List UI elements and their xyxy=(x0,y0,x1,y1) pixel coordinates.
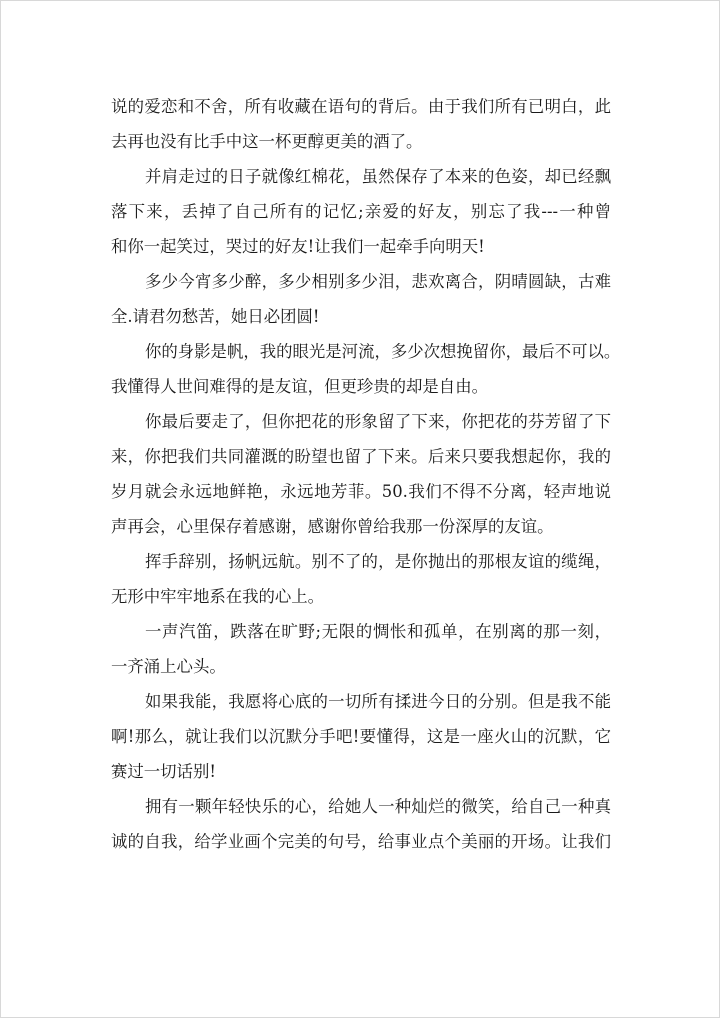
paragraph-line: 和你一起笑过，哭过的好友!让我们一起牵手向明天! xyxy=(111,237,485,256)
paragraph-line: 诚的自我，给学业画个完美的句号，给事业点个美丽的开场。让我们 xyxy=(111,832,611,851)
paragraph-line: 全.请君勿愁苦，她日必团圆! xyxy=(111,307,320,326)
paragraph-line: 来，你把我们共同灌溉的盼望也留了下来。后来只要我想起你，我的 xyxy=(111,447,611,466)
paragraph-line: 落下来，丢掉了自己所有的记忆;亲爱的好友，别忘了我---一种曾 xyxy=(111,202,611,221)
document-body xyxy=(111,89,621,859)
paragraph-line: 你最后要走了，但你把花的形象留了下来，你把花的芬芳留了下 xyxy=(145,412,611,431)
paragraph-line: 拥有一颗年轻快乐的心，给她人一种灿烂的微笑，给自己一种真 xyxy=(145,797,611,816)
paragraph-line: 多少今宵多少醉，多少相别多少泪，悲欢离合，阴晴圆缺，古难 xyxy=(145,272,611,291)
paragraph-line: 挥手辞别，扬帆远航。别不了的，是你抛出的那根友谊的缆绳， xyxy=(145,552,611,571)
paragraph-line: 我懂得人世间难得的是友谊，但更珍贵的却是自由。 xyxy=(111,377,488,396)
paragraph-line: 一齐涌上心头。 xyxy=(111,657,226,676)
paragraph-line: 并肩走过的日子就像红棉花，虽然保存了本来的色姿，却已经飘 xyxy=(145,167,611,186)
paragraph-line: 你的身影是帆，我的眼光是河流，多少次想挽留你，最后不可以。 xyxy=(145,342,621,361)
paragraph-line: 岁月就会永远地鲜艳，永远地芳菲。50.我们不得不分离，轻声地说 xyxy=(111,482,611,501)
paragraph-line: 去再也没有比手中这一杯更醇更美的酒了。 xyxy=(111,132,423,151)
paragraph-line: 如果我能，我愿将心底的一切所有揉进今日的分别。但是我不能 xyxy=(145,692,611,711)
paragraph-line: 说的爱恋和不舍，所有收藏在语句的背后。由于我们所有已明白，此 xyxy=(111,97,611,116)
paragraph-line: 无形中牢牢地系在我的心上。 xyxy=(111,587,325,606)
paragraph-line: 啊!那么，就让我们以沉默分手吧!要懂得，这是一座火山的沉默，它 xyxy=(111,727,611,746)
paragraph-line: 赛过一切话别! xyxy=(111,762,216,781)
paragraph-line: 一声汽笛，跌落在旷野;无限的惆怅和孤单，在别离的那一刻， xyxy=(145,622,611,641)
paragraph-line: 声再会，心里保存着感谢，感谢你曾给我那一份深厚的友谊。 xyxy=(111,517,554,536)
